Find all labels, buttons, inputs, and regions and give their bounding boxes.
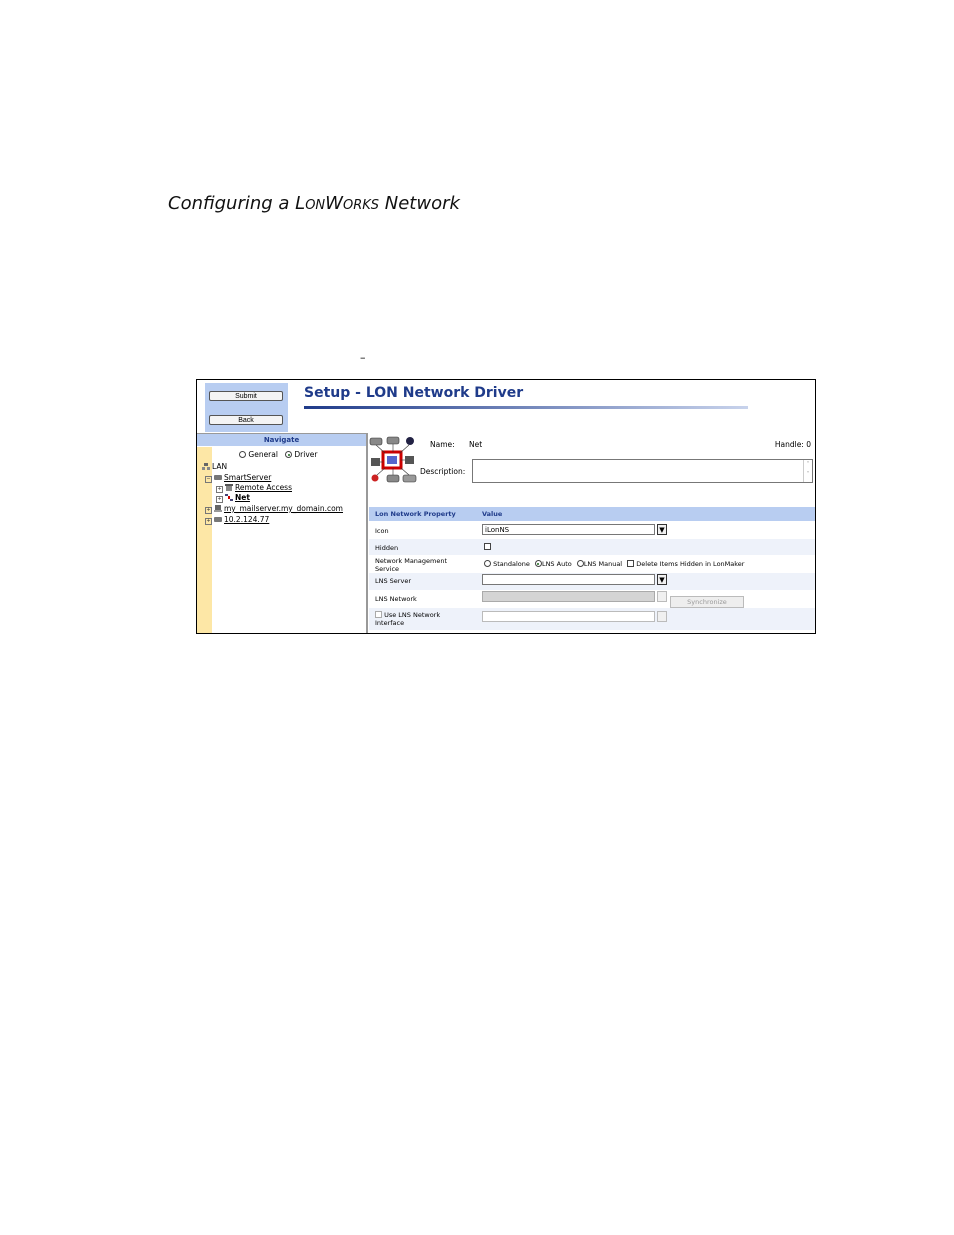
icon-select[interactable]: iLonNS [482,524,655,535]
property-table-header [369,507,815,521]
row-icon: Icon iLonNS ▼ [369,523,815,539]
delete-hidden-checkbox[interactable] [627,560,634,567]
radio-driver-icon[interactable] [285,451,292,458]
tree-item-smartserver[interactable]: − SmartServer [206,473,272,482]
lan-icon [202,463,210,470]
tree-item-mailserver[interactable]: + my_mailserver.my_domain.com [206,504,343,513]
back-button[interactable]: Back [209,415,283,425]
chevron-down-icon[interactable]: ▼ [657,574,667,585]
expand-icon[interactable]: + [217,496,222,502]
server-icon [214,516,222,523]
submit-button[interactable]: Submit [209,391,283,401]
name-value: Net [469,440,483,449]
description-input[interactable] [472,459,813,483]
radio-standalone[interactable] [484,560,491,567]
radio-lns-manual[interactable] [577,560,584,567]
name-label: Name: [430,440,455,449]
chevron-down-icon[interactable] [657,591,667,602]
action-panel [205,383,288,432]
radio-driver[interactable]: Driver [285,450,317,460]
col-value: Value [482,510,503,518]
expand-icon[interactable]: + [206,507,211,513]
use-lns-checkbox[interactable] [375,611,382,618]
page-title: Setup - LON Network Driver [304,385,524,401]
computer-icon [214,505,222,512]
phone-icon [225,484,233,491]
row-nms: Network Management Service Standalone LNS Auto LNS Manual Delete Items Hidden in LonMaker [375,557,745,573]
expand-icon[interactable]: + [217,486,222,492]
radio-general-icon[interactable] [239,451,246,458]
handle-value: Handle: 0 [774,440,811,449]
hidden-checkbox[interactable] [484,543,491,550]
network-icon [225,494,233,501]
lns-network-select[interactable] [482,591,655,602]
chevron-down-icon[interactable]: ▼ [657,524,667,535]
network-driver-icon [369,436,419,484]
server-icon [214,474,222,481]
navigate-panel [197,433,366,634]
radio-lns-auto[interactable] [535,560,542,567]
tree-item-net[interactable]: + Net [217,493,250,502]
expand-icon[interactable]: + [206,518,211,524]
lns-server-select[interactable] [482,574,655,585]
properties-panel [369,433,815,633]
row-lns-server: LNS Server ▼ [369,573,815,590]
navigate-header: Navigate [197,434,366,446]
page-heading: Configuring a LONWORKS Network [168,193,460,214]
synchronize-button[interactable]: Synchronize [670,596,744,608]
title-underline [304,406,748,409]
collapse-icon[interactable]: − [206,476,211,482]
stray-mark: – [360,351,366,364]
lon-driver-screenshot [196,379,816,634]
tree-item-lan[interactable]: LAN [202,462,227,472]
tree-item-remote-access[interactable]: + Remote Access [217,483,292,492]
description-label: Description: [420,467,466,476]
col-property: Lon Network Property [375,510,456,518]
panel-divider [366,433,368,633]
tree-item-ip[interactable]: + 10.2.124.77 [206,515,270,524]
row-lns-network: LNS Network Synchronize [369,590,815,608]
row-use-lns: Use LNS Network Interface [369,608,815,630]
scrollbar[interactable]: ˄ ˅ [803,460,812,482]
row-hidden: Hidden [369,539,815,555]
chevron-down-icon[interactable] [657,611,667,622]
radio-general[interactable]: General [239,450,278,460]
use-lns-select[interactable] [482,611,655,622]
